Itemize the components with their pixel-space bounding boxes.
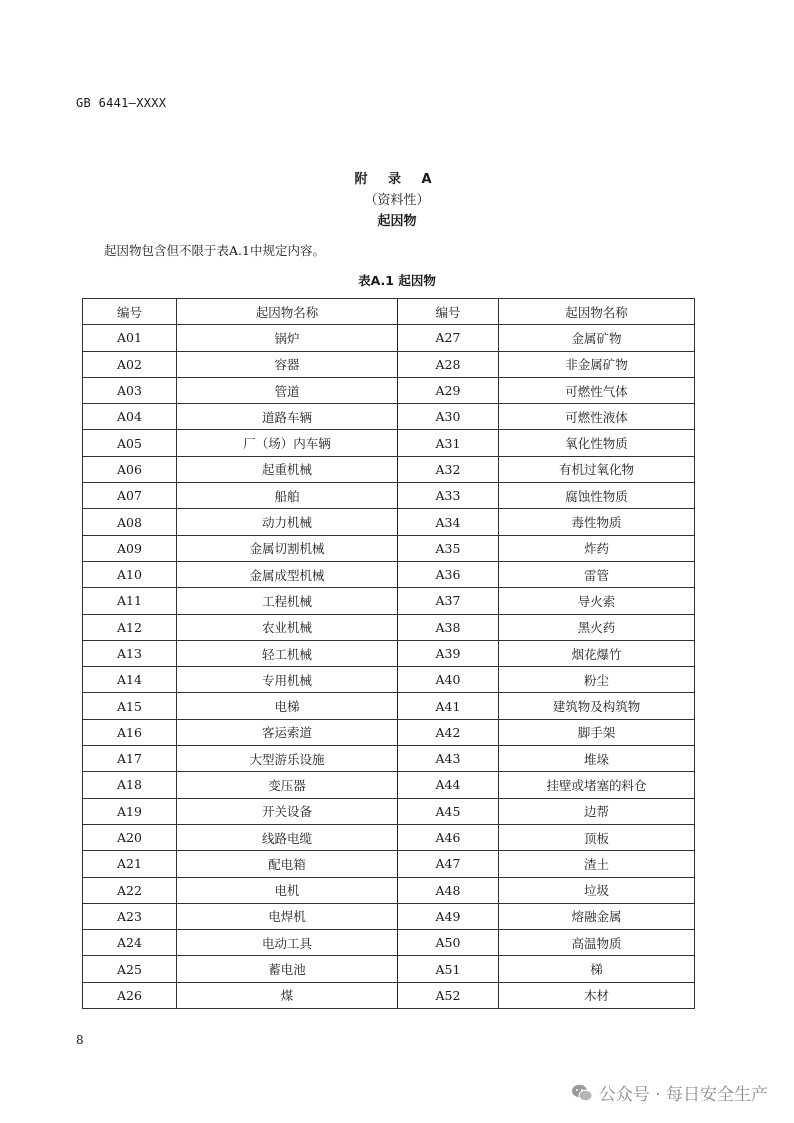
cell-name: 动力机械 [177, 509, 398, 535]
cell-code: A49 [398, 903, 499, 929]
table-row [83, 509, 695, 535]
table-header-row [83, 299, 695, 325]
appendix-name: 起因物 [377, 214, 417, 229]
cell-code: A29 [398, 377, 499, 403]
cell-name: 配电箱 [177, 851, 398, 877]
table-row [83, 693, 695, 719]
table-row [83, 377, 695, 403]
table-row [83, 325, 695, 351]
cell-code: A42 [398, 719, 499, 745]
cell-name: 可燃性液体 [499, 404, 695, 430]
cell-name: 粉尘 [499, 667, 695, 693]
table-row [83, 719, 695, 745]
cell-name: 顶板 [499, 824, 695, 850]
cell-code: A09 [83, 535, 177, 561]
table-row [83, 798, 695, 824]
cell-name: 电机 [177, 877, 398, 903]
cell-name: 工程机械 [177, 588, 398, 614]
cell-code: A25 [83, 956, 177, 982]
cell-name: 变压器 [177, 772, 398, 798]
table-row [83, 746, 695, 772]
cell-code: A36 [398, 561, 499, 587]
cell-code: A38 [398, 614, 499, 640]
table-row [83, 483, 695, 509]
cell-name: 堆垛 [499, 746, 695, 772]
cell-name: 专用机械 [177, 667, 398, 693]
cell-code: A23 [83, 903, 177, 929]
cell-name: 金属切割机械 [177, 535, 398, 561]
cell-name: 高温物质 [499, 930, 695, 956]
cell-code: A47 [398, 851, 499, 877]
cell-code: A15 [83, 693, 177, 719]
header-name: 起因物名称 [499, 299, 695, 325]
cell-name: 导火索 [499, 588, 695, 614]
cell-name: 烟花爆竹 [499, 640, 695, 666]
cell-code: A01 [83, 325, 177, 351]
table-row [83, 851, 695, 877]
cell-name: 厂（场）内车辆 [177, 430, 398, 456]
table-row [83, 614, 695, 640]
cell-name: 垃圾 [499, 877, 695, 903]
cell-code: A26 [83, 982, 177, 1008]
cell-code: A03 [83, 377, 177, 403]
wechat-icon [571, 1083, 593, 1103]
table-row [83, 404, 695, 430]
cell-code: A16 [83, 719, 177, 745]
table-row [83, 430, 695, 456]
cell-code: A12 [83, 614, 177, 640]
cell-code: A02 [83, 351, 177, 377]
cell-name: 煤 [177, 982, 398, 1008]
cell-code: A30 [398, 404, 499, 430]
table-row [83, 535, 695, 561]
cell-name: 黑火药 [499, 614, 695, 640]
watermark-text: 公众号 · 每日安全生产 [598, 1085, 768, 1105]
cell-code: A06 [83, 456, 177, 482]
cell-code: A46 [398, 824, 499, 850]
header-code: 编号 [83, 299, 177, 325]
cell-code: A07 [83, 483, 177, 509]
cell-name: 有机过氧化物 [499, 456, 695, 482]
page-number: 8 [76, 1033, 84, 1047]
cell-name: 道路车辆 [177, 404, 398, 430]
cell-name: 脚手架 [499, 719, 695, 745]
cell-code: A39 [398, 640, 499, 666]
table-row [83, 772, 695, 798]
cell-name: 熔融金属 [499, 903, 695, 929]
cell-code: A51 [398, 956, 499, 982]
cell-code: A13 [83, 640, 177, 666]
table-row [83, 877, 695, 903]
appendix-title: 附 录 A [354, 172, 440, 187]
cell-name: 电焊机 [177, 903, 398, 929]
cell-name: 船舶 [177, 483, 398, 509]
cell-code: A20 [83, 824, 177, 850]
cell-code: A52 [398, 982, 499, 1008]
cell-name: 边帮 [499, 798, 695, 824]
cell-code: A05 [83, 430, 177, 456]
cell-name: 开关设备 [177, 798, 398, 824]
cell-name: 梯 [499, 956, 695, 982]
cell-name: 木材 [499, 982, 695, 1008]
cell-code: A41 [398, 693, 499, 719]
cell-name: 农业机械 [177, 614, 398, 640]
table-row [83, 640, 695, 666]
cell-code: A19 [83, 798, 177, 824]
cell-code: A40 [398, 667, 499, 693]
cell-name: 雷管 [499, 561, 695, 587]
cell-code: A04 [83, 404, 177, 430]
cell-name: 轻工机械 [177, 640, 398, 666]
cell-code: A32 [398, 456, 499, 482]
cell-code: A18 [83, 772, 177, 798]
table-row [83, 956, 695, 982]
cell-name: 挂壁或堵塞的料仓 [499, 772, 695, 798]
cell-name: 蓄电池 [177, 956, 398, 982]
cell-code: A37 [398, 588, 499, 614]
cell-name: 毒性物质 [499, 509, 695, 535]
cell-name: 建筑物及构筑物 [499, 693, 695, 719]
cell-name: 渣土 [499, 851, 695, 877]
cell-name: 起重机械 [177, 456, 398, 482]
cell-name: 氧化性物质 [499, 430, 695, 456]
cell-name: 腐蚀性物质 [499, 483, 695, 509]
cell-name: 电动工具 [177, 930, 398, 956]
cell-name: 管道 [177, 377, 398, 403]
cell-code: A28 [398, 351, 499, 377]
table-row [83, 561, 695, 587]
cell-name: 大型游乐设施 [177, 746, 398, 772]
causative-object-table [82, 298, 695, 1009]
cell-code: A21 [83, 851, 177, 877]
table-row [83, 667, 695, 693]
header-code: 编号 [398, 299, 499, 325]
cell-name: 可燃性气体 [499, 377, 695, 403]
cell-code: A22 [83, 877, 177, 903]
cell-code: A43 [398, 746, 499, 772]
header-name: 起因物名称 [177, 299, 398, 325]
cell-name: 容器 [177, 351, 398, 377]
cell-code: A33 [398, 483, 499, 509]
cell-code: A08 [83, 509, 177, 535]
table-row [83, 903, 695, 929]
cell-code: A45 [398, 798, 499, 824]
table-caption: 表A.1 起因物 [358, 273, 436, 288]
cell-code: A10 [83, 561, 177, 587]
cell-code: A11 [83, 588, 177, 614]
cell-code: A34 [398, 509, 499, 535]
cell-name: 客运索道 [177, 719, 398, 745]
table-row [83, 456, 695, 482]
cell-name: 炸药 [499, 535, 695, 561]
watermark [571, 1080, 768, 1105]
cell-name: 金属矿物 [499, 325, 695, 351]
appendix-type: （资料性） [364, 193, 430, 208]
cell-name: 金属成型机械 [177, 561, 398, 587]
cell-name: 电梯 [177, 693, 398, 719]
cell-name: 线路电缆 [177, 824, 398, 850]
cell-name: 锅炉 [177, 325, 398, 351]
cell-code: A50 [398, 930, 499, 956]
cell-code: A44 [398, 772, 499, 798]
cell-code: A14 [83, 667, 177, 693]
table-row [83, 824, 695, 850]
table-row [83, 930, 695, 956]
standard-code: GB 6441—XXXX [76, 96, 167, 110]
cell-code: A31 [398, 430, 499, 456]
cell-code: A48 [398, 877, 499, 903]
table-row [83, 588, 695, 614]
cell-code: A24 [83, 930, 177, 956]
cell-code: A17 [83, 746, 177, 772]
table-row [83, 982, 695, 1008]
cell-code: A27 [398, 325, 499, 351]
intro-paragraph: 起因物包含但不限于表A.1中规定内容。 [104, 243, 325, 258]
table-row [83, 351, 695, 377]
cell-code: A35 [398, 535, 499, 561]
cell-name: 非金属矿物 [499, 351, 695, 377]
